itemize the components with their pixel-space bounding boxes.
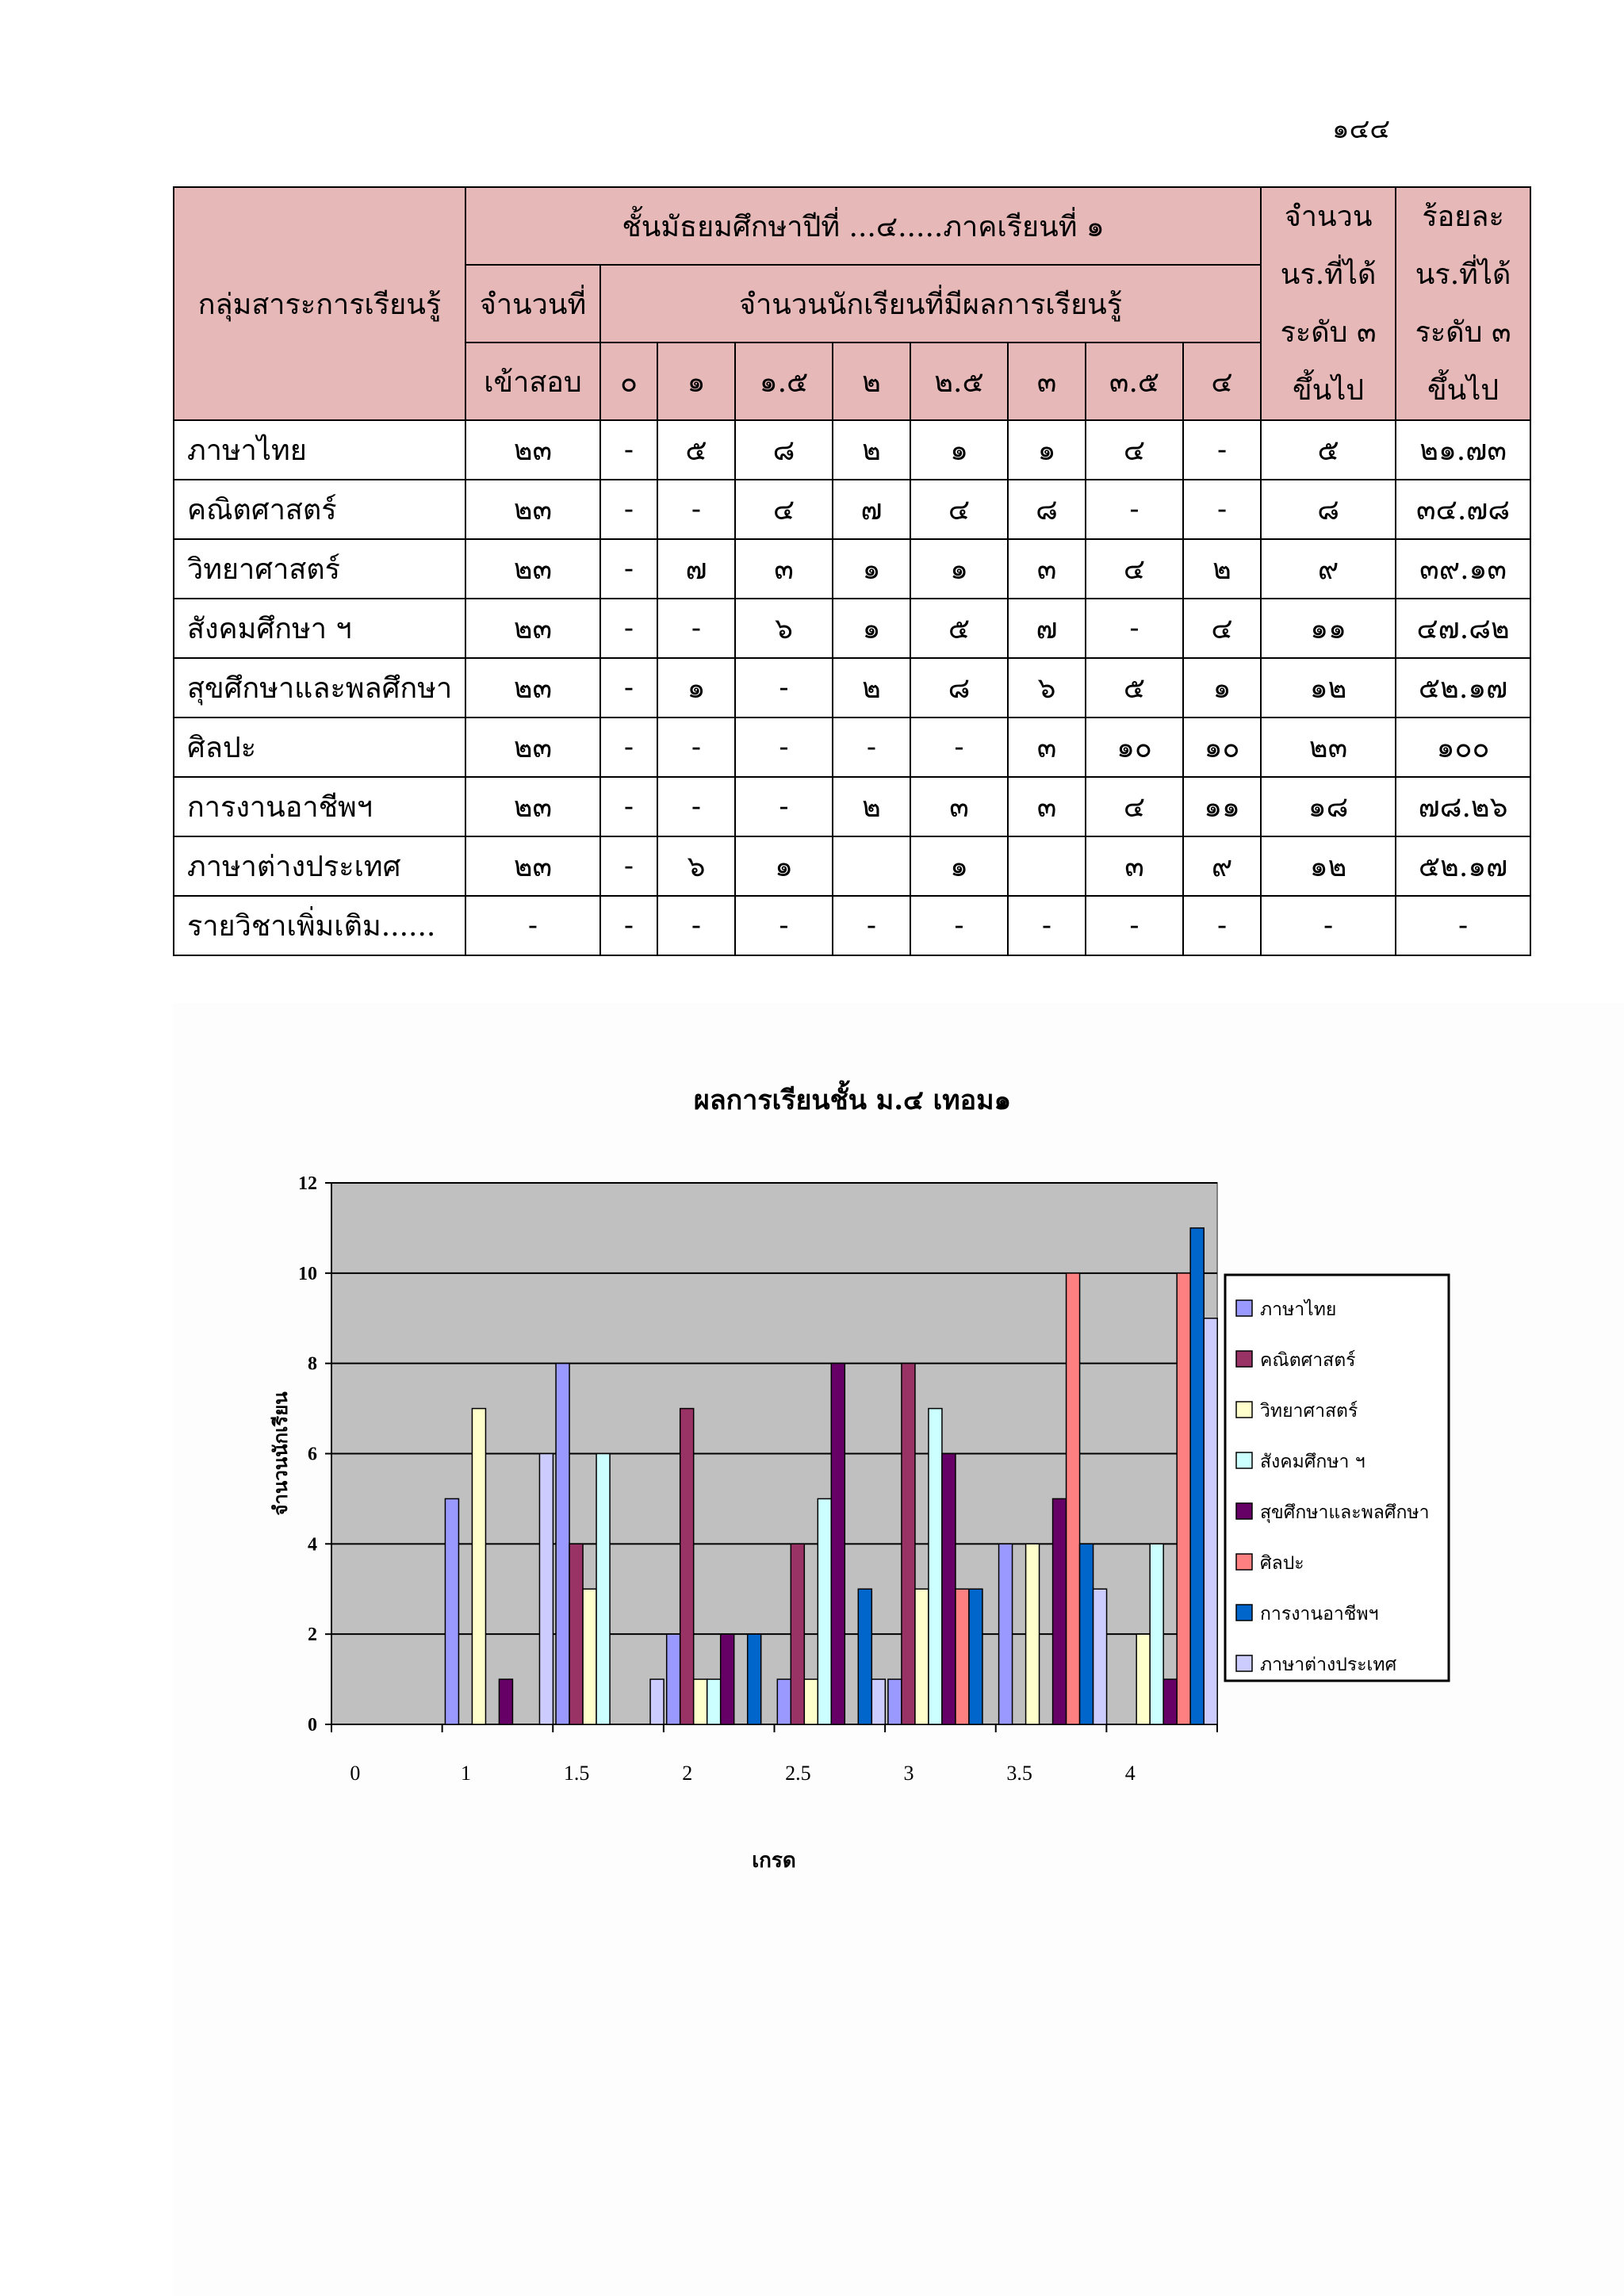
- table-row: [174, 480, 1530, 539]
- table-row: [174, 658, 1530, 718]
- value-cell: ๖: [1008, 658, 1086, 718]
- bar: [1150, 1544, 1163, 1724]
- legend-label: ภาษาต่างประเทศ: [1260, 1655, 1397, 1675]
- value-cell: -: [910, 896, 1008, 955]
- y-tick-label: 8: [308, 1353, 317, 1375]
- value-cell: ๘: [1261, 480, 1396, 539]
- x-tick-label: 2: [682, 1762, 693, 1785]
- chart-title: ผลการเรียนชั้น ม.๔ เทอม๑: [693, 1085, 1012, 1116]
- grade-header: ๑.๕: [735, 342, 833, 420]
- legend-label: คณิตศาสตร์: [1260, 1350, 1356, 1371]
- subject-cell: การงานอาชีพฯ: [174, 777, 465, 836]
- x-axis-title: เกรด: [752, 1849, 796, 1873]
- value-cell: -: [600, 777, 657, 836]
- page-number: ๑๔๔: [1332, 113, 1391, 145]
- bar: [818, 1498, 831, 1724]
- y-tick-label: 12: [298, 1173, 317, 1194]
- grade-header: ๓.๕: [1086, 342, 1183, 420]
- x-tick-label: 3.5: [1006, 1762, 1032, 1785]
- value-cell: ๔: [910, 480, 1008, 539]
- table-row: [174, 718, 1530, 777]
- table-row: [174, 420, 1530, 480]
- legend-swatch: [1236, 1452, 1252, 1468]
- legend-swatch: [1236, 1300, 1252, 1316]
- bar: [472, 1409, 485, 1724]
- value-cell: -: [657, 777, 735, 836]
- value-cell: ๑๐๐: [1396, 718, 1530, 777]
- value-cell: [833, 836, 910, 896]
- bar: [721, 1634, 734, 1724]
- bar: [583, 1589, 596, 1724]
- subject-cell: ภาษาต่างประเทศ: [174, 836, 465, 896]
- value-cell: ๗: [1008, 599, 1086, 658]
- value-cell: ๒: [833, 658, 910, 718]
- legend-swatch: [1236, 1554, 1252, 1570]
- value-cell: ๕๒.๑๗: [1396, 836, 1530, 896]
- table-row: [174, 836, 1530, 896]
- value-cell: ๔: [735, 480, 833, 539]
- bar: [1080, 1544, 1094, 1724]
- value-cell: -: [735, 658, 833, 718]
- bar: [707, 1679, 721, 1724]
- bar: [694, 1679, 707, 1724]
- value-cell: ๑๑: [1261, 599, 1396, 658]
- value-cell: ๑: [833, 599, 910, 658]
- value-cell: ๒๓: [465, 599, 600, 658]
- value-cell: ๘: [735, 420, 833, 480]
- value-cell: ๑: [1008, 420, 1086, 480]
- value-cell: ๕๒.๑๗: [1396, 658, 1530, 718]
- value-cell: ๒: [833, 420, 910, 480]
- value-cell: ๑: [910, 836, 1008, 896]
- bar: [650, 1679, 664, 1724]
- grade-header: ๐: [600, 342, 657, 420]
- value-cell: -: [735, 777, 833, 836]
- value-cell: -: [657, 718, 735, 777]
- grade-header: ๒: [833, 342, 910, 420]
- value-cell: ๕: [910, 599, 1008, 658]
- value-cell: ๓: [1008, 718, 1086, 777]
- value-cell: ๓๙.๑๓: [1396, 539, 1530, 599]
- value-cell: -: [600, 480, 657, 539]
- y-tick-label: 2: [308, 1624, 317, 1646]
- table-row: [174, 896, 1530, 955]
- header-exam-count-line2: เข้าสอบ: [465, 342, 600, 420]
- value-cell: ๓: [1086, 836, 1183, 896]
- grade-header: ๓: [1008, 342, 1086, 420]
- value-cell: ๒๑.๗๓: [1396, 420, 1530, 480]
- header-level3-count: จำนวน นร.ที่ได้ ระดับ ๓ ขึ้นไป: [1261, 187, 1396, 420]
- bar: [791, 1544, 804, 1724]
- value-cell: ๑๑: [1183, 777, 1261, 836]
- bar: [539, 1454, 553, 1725]
- legend-swatch: [1236, 1605, 1252, 1621]
- bar: [556, 1364, 569, 1724]
- value-cell: ๗: [657, 539, 735, 599]
- bar: [858, 1589, 871, 1724]
- value-cell: ๕: [657, 420, 735, 480]
- grade-header: ๑: [657, 342, 735, 420]
- header-level3-percent: ร้อยละ นร.ที่ได้ ระดับ ๓ ขึ้นไป: [1396, 187, 1530, 420]
- legend-swatch: [1236, 1351, 1252, 1367]
- value-cell: ๗๘.๒๖: [1396, 777, 1530, 836]
- value-cell: ๒๓: [465, 718, 600, 777]
- bar: [667, 1634, 680, 1724]
- value-cell: ๘: [910, 658, 1008, 718]
- y-tick-label: 10: [298, 1263, 317, 1284]
- grade-header: ๔: [1183, 342, 1261, 420]
- bar: [1094, 1589, 1107, 1724]
- value-cell: -: [735, 896, 833, 955]
- x-tick-label: 0: [350, 1762, 361, 1785]
- bar: [871, 1679, 885, 1724]
- value-cell: ๒: [1183, 539, 1261, 599]
- legend-label: ภาษาไทย: [1260, 1299, 1337, 1320]
- grades-table: [173, 186, 1531, 956]
- value-cell: -: [1396, 896, 1530, 955]
- bar: [680, 1409, 694, 1724]
- value-cell: -: [600, 599, 657, 658]
- bar: [831, 1364, 845, 1724]
- value-cell: ๖: [657, 836, 735, 896]
- value-cell: ๑: [910, 420, 1008, 480]
- subject-cell: วิทยาศาสตร์: [174, 539, 465, 599]
- value-cell: -: [910, 718, 1008, 777]
- x-tick-label: 1.5: [563, 1762, 590, 1785]
- value-cell: [1008, 836, 1086, 896]
- value-cell: -: [600, 420, 657, 480]
- x-tick-label: 2.5: [785, 1762, 811, 1785]
- value-cell: ๑๘: [1261, 777, 1396, 836]
- table-row: [174, 539, 1530, 599]
- value-cell: ๑: [833, 539, 910, 599]
- legend-label: วิทยาศาสตร์: [1260, 1401, 1358, 1422]
- bar: [596, 1454, 610, 1725]
- bar: [777, 1679, 791, 1724]
- value-cell: ๑: [735, 836, 833, 896]
- value-cell: -: [465, 896, 600, 955]
- value-cell: ๑: [657, 658, 735, 718]
- subject-cell: สุขศึกษาและพลศึกษา: [174, 658, 465, 718]
- value-cell: -: [1261, 896, 1396, 955]
- value-cell: ๒: [833, 777, 910, 836]
- bar: [1136, 1634, 1150, 1724]
- value-cell: ๓: [1008, 539, 1086, 599]
- value-cell: ๒๓: [465, 420, 600, 480]
- grade-header: ๒.๕: [910, 342, 1008, 420]
- value-cell: ๒๓: [465, 777, 600, 836]
- subject-cell: คณิตศาสตร์: [174, 480, 465, 539]
- bar: [902, 1364, 915, 1724]
- value-cell: ๑๒: [1261, 658, 1396, 718]
- subject-cell: ภาษาไทย: [174, 420, 465, 480]
- legend-swatch: [1236, 1503, 1252, 1519]
- bar: [956, 1589, 969, 1724]
- value-cell: ๓: [910, 777, 1008, 836]
- x-tick-label: 3: [903, 1762, 914, 1785]
- bar: [1163, 1679, 1177, 1724]
- value-cell: -: [600, 539, 657, 599]
- bar: [804, 1679, 818, 1724]
- value-cell: -: [1183, 420, 1261, 480]
- value-cell: ๒๓: [1261, 718, 1396, 777]
- x-tick-label: 1: [460, 1762, 471, 1785]
- value-cell: -: [657, 599, 735, 658]
- value-cell: -: [833, 896, 910, 955]
- legend-label: การงานอาชีพฯ: [1260, 1604, 1379, 1624]
- value-cell: -: [1008, 896, 1086, 955]
- legend-swatch: [1236, 1655, 1252, 1671]
- value-cell: ๑: [1183, 658, 1261, 718]
- bar: [969, 1589, 982, 1724]
- value-cell: -: [1183, 480, 1261, 539]
- header-class-semester: ชั้นมัธยมศึกษาปีที่ ...๔.....ภาคเรียนที่ ๑: [465, 187, 1261, 265]
- legend-label: สังคมศึกษา ฯ: [1260, 1452, 1365, 1472]
- value-cell: -: [1183, 896, 1261, 955]
- value-cell: ๒๓: [465, 836, 600, 896]
- value-cell: ๑๐: [1183, 718, 1261, 777]
- value-cell: ๔: [1086, 539, 1183, 599]
- header-exam-count-line1: จำนวนที่: [465, 265, 600, 342]
- bar: [915, 1589, 929, 1724]
- y-tick-label: 0: [308, 1715, 317, 1735]
- value-cell: ๒๓: [465, 658, 600, 718]
- header-results: จำนวนนักเรียนที่มีผลการเรียนรู้: [600, 265, 1261, 342]
- value-cell: ๒๓: [465, 539, 600, 599]
- value-cell: -: [1086, 896, 1183, 955]
- subject-cell: รายวิชาเพิ่มเติม......: [174, 896, 465, 955]
- value-cell: ๓: [1008, 777, 1086, 836]
- value-cell: -: [600, 658, 657, 718]
- bar: [569, 1544, 583, 1724]
- value-cell: -: [1086, 599, 1183, 658]
- value-cell: ๙: [1261, 539, 1396, 599]
- value-cell: -: [1086, 480, 1183, 539]
- subject-cell: สังคมศึกษา ฯ: [174, 599, 465, 658]
- value-cell: ๘: [1008, 480, 1086, 539]
- value-cell: ๑๒: [1261, 836, 1396, 896]
- value-cell: -: [833, 718, 910, 777]
- value-cell: ๖: [735, 599, 833, 658]
- value-cell: ๙: [1183, 836, 1261, 896]
- value-cell: ๑: [910, 539, 1008, 599]
- value-cell: ๓: [735, 539, 833, 599]
- bar: [999, 1544, 1013, 1724]
- legend-label: สุขศึกษาและพลศึกษา: [1260, 1502, 1430, 1523]
- x-tick-label: 4: [1124, 1762, 1136, 1785]
- bar: [499, 1679, 512, 1724]
- bar: [748, 1634, 761, 1724]
- value-cell: ๔๗.๘๒: [1396, 599, 1530, 658]
- y-tick-label: 6: [308, 1444, 317, 1465]
- value-cell: -: [657, 480, 735, 539]
- bar: [1190, 1228, 1204, 1724]
- value-cell: ๒๓: [465, 480, 600, 539]
- bar: [1067, 1273, 1080, 1724]
- subject-cell: ศิลปะ: [174, 718, 465, 777]
- value-cell: -: [600, 718, 657, 777]
- value-cell: -: [657, 896, 735, 955]
- legend-swatch: [1236, 1402, 1252, 1418]
- value-cell: ๔: [1086, 777, 1183, 836]
- y-axis-title: จำนวนนักเรียน: [269, 1391, 292, 1516]
- bar: [1053, 1498, 1067, 1724]
- table-row: [174, 599, 1530, 658]
- value-cell: ๔: [1086, 420, 1183, 480]
- bar: [1204, 1318, 1217, 1724]
- table-row: [174, 777, 1530, 836]
- bar: [1177, 1273, 1190, 1724]
- value-cell: ๗: [833, 480, 910, 539]
- bar: [888, 1679, 902, 1724]
- value-cell: ๓๔.๗๘: [1396, 480, 1530, 539]
- bar: [929, 1409, 942, 1724]
- value-cell: ๕: [1261, 420, 1396, 480]
- value-cell: -: [735, 718, 833, 777]
- bar: [942, 1454, 956, 1725]
- grade-bar-chart: [238, 1134, 1475, 1887]
- value-cell: ๑๐: [1086, 718, 1183, 777]
- value-cell: ๕: [1086, 658, 1183, 718]
- legend-label: ศิลปะ: [1260, 1553, 1304, 1574]
- value-cell: -: [600, 836, 657, 896]
- y-tick-label: 4: [308, 1534, 317, 1556]
- bar: [1026, 1544, 1040, 1724]
- value-cell: ๔: [1183, 599, 1261, 658]
- bar: [445, 1498, 458, 1724]
- value-cell: -: [600, 896, 657, 955]
- header-subject-group: กลุ่มสาระการเรียนรู้: [174, 187, 465, 420]
